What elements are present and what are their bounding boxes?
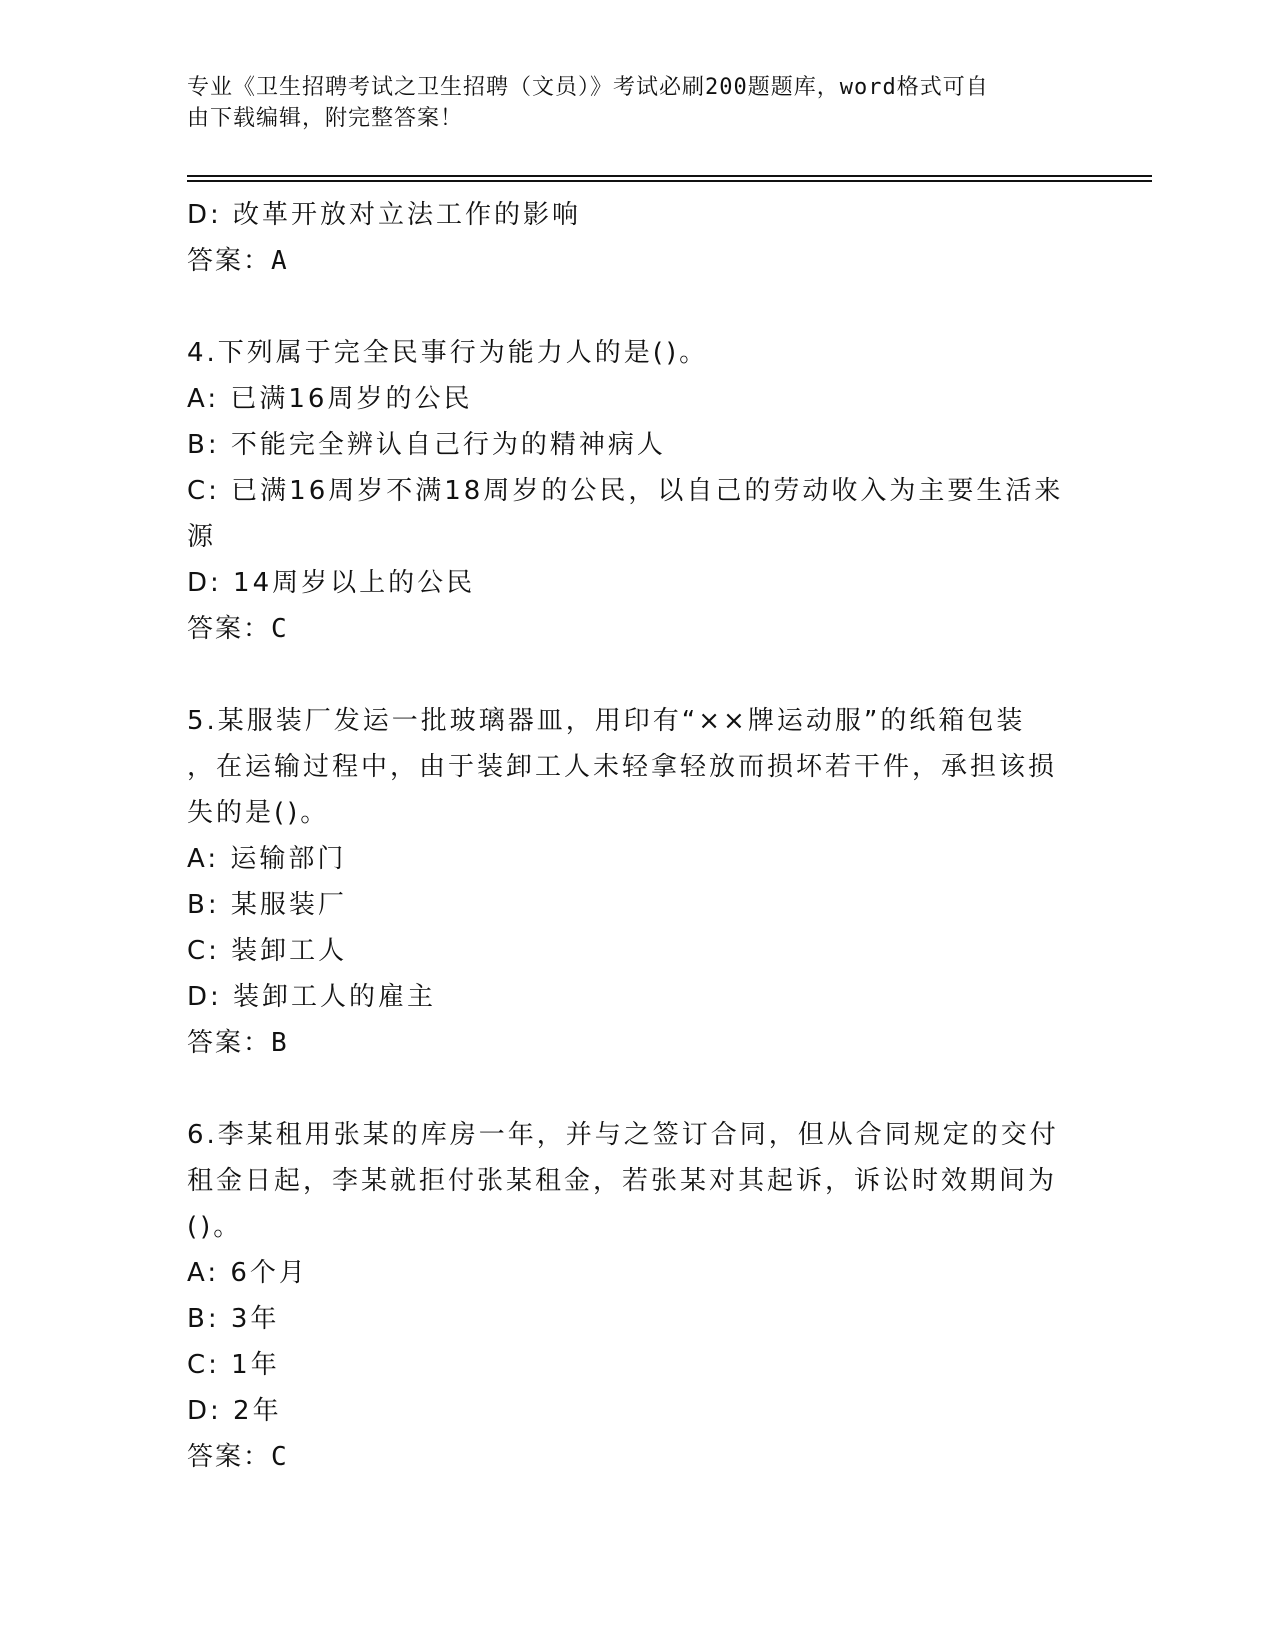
header-divider-bottom bbox=[187, 180, 1152, 182]
option-d: D: 装卸工人的雇主 bbox=[187, 982, 437, 1012]
option-b: B: 某服装厂 bbox=[187, 890, 347, 920]
option-a: A: 已满16周岁的公民 bbox=[187, 384, 473, 414]
option-a: A: 运输部门 bbox=[187, 844, 347, 874]
header-divider-top bbox=[187, 175, 1152, 177]
question-4 bbox=[187, 330, 1087, 652]
option-d: D: 改革开放对立法工作的影响 bbox=[187, 200, 582, 230]
question-stem: 5.某服装厂发运一批玻璃器皿，用印有“××牌运动服”的纸箱包装 bbox=[187, 706, 1026, 736]
spacer bbox=[187, 652, 1087, 698]
option-c: C: 装卸工人 bbox=[187, 936, 348, 966]
answer: 答案：B bbox=[187, 1028, 289, 1058]
answer: 答案：C bbox=[187, 1442, 289, 1472]
option-c-continued: 源 bbox=[187, 522, 217, 552]
spacer bbox=[187, 1066, 1087, 1112]
question-stem-continued: 失的是()。 bbox=[187, 798, 330, 828]
option-d: D: 14周岁以上的公民 bbox=[187, 568, 476, 598]
answer: 答案：C bbox=[187, 614, 289, 644]
question-list bbox=[187, 192, 1087, 1480]
option-b: B: 3年 bbox=[187, 1304, 280, 1334]
option-c: C: 已满16周岁不满18周岁的公民，以自己的劳动收入为主要生活来 bbox=[187, 476, 1064, 506]
question-5 bbox=[187, 698, 1087, 1066]
option-a: A: 6个月 bbox=[187, 1258, 308, 1288]
answer: 答案：A bbox=[187, 246, 289, 276]
header-line-2: 由下载编辑，附完整答案！ bbox=[187, 106, 464, 131]
spacer bbox=[187, 284, 1087, 330]
question-6 bbox=[187, 1112, 1087, 1480]
header-line-1: 专业《卫生招聘考试之卫生招聘（文员）》考试必刷200题题库，word格式可自 bbox=[187, 75, 989, 100]
question-stem: 4.下列属于完全民事行为能力人的是()。 bbox=[187, 338, 709, 368]
question-stem-continued: ，在运输过程中，由于装卸工人未轻拿轻放而损坏若干件，承担该损 bbox=[187, 752, 1058, 782]
option-d: D: 2年 bbox=[187, 1396, 282, 1426]
option-b: B: 不能完全辨认自己行为的精神病人 bbox=[187, 430, 666, 460]
question-stem-continued: ()。 bbox=[187, 1212, 243, 1242]
document-header bbox=[187, 72, 1067, 134]
question-stem: 6.李某租用张某的库房一年，并与之签订合同，但从合同规定的交付 bbox=[187, 1120, 1059, 1150]
question-3-tail bbox=[187, 192, 1087, 284]
option-c: C: 1年 bbox=[187, 1350, 280, 1380]
question-stem-continued: 租金日起，李某就拒付张某租金，若张某对其起诉，诉讼时效期间为 bbox=[187, 1166, 1058, 1196]
